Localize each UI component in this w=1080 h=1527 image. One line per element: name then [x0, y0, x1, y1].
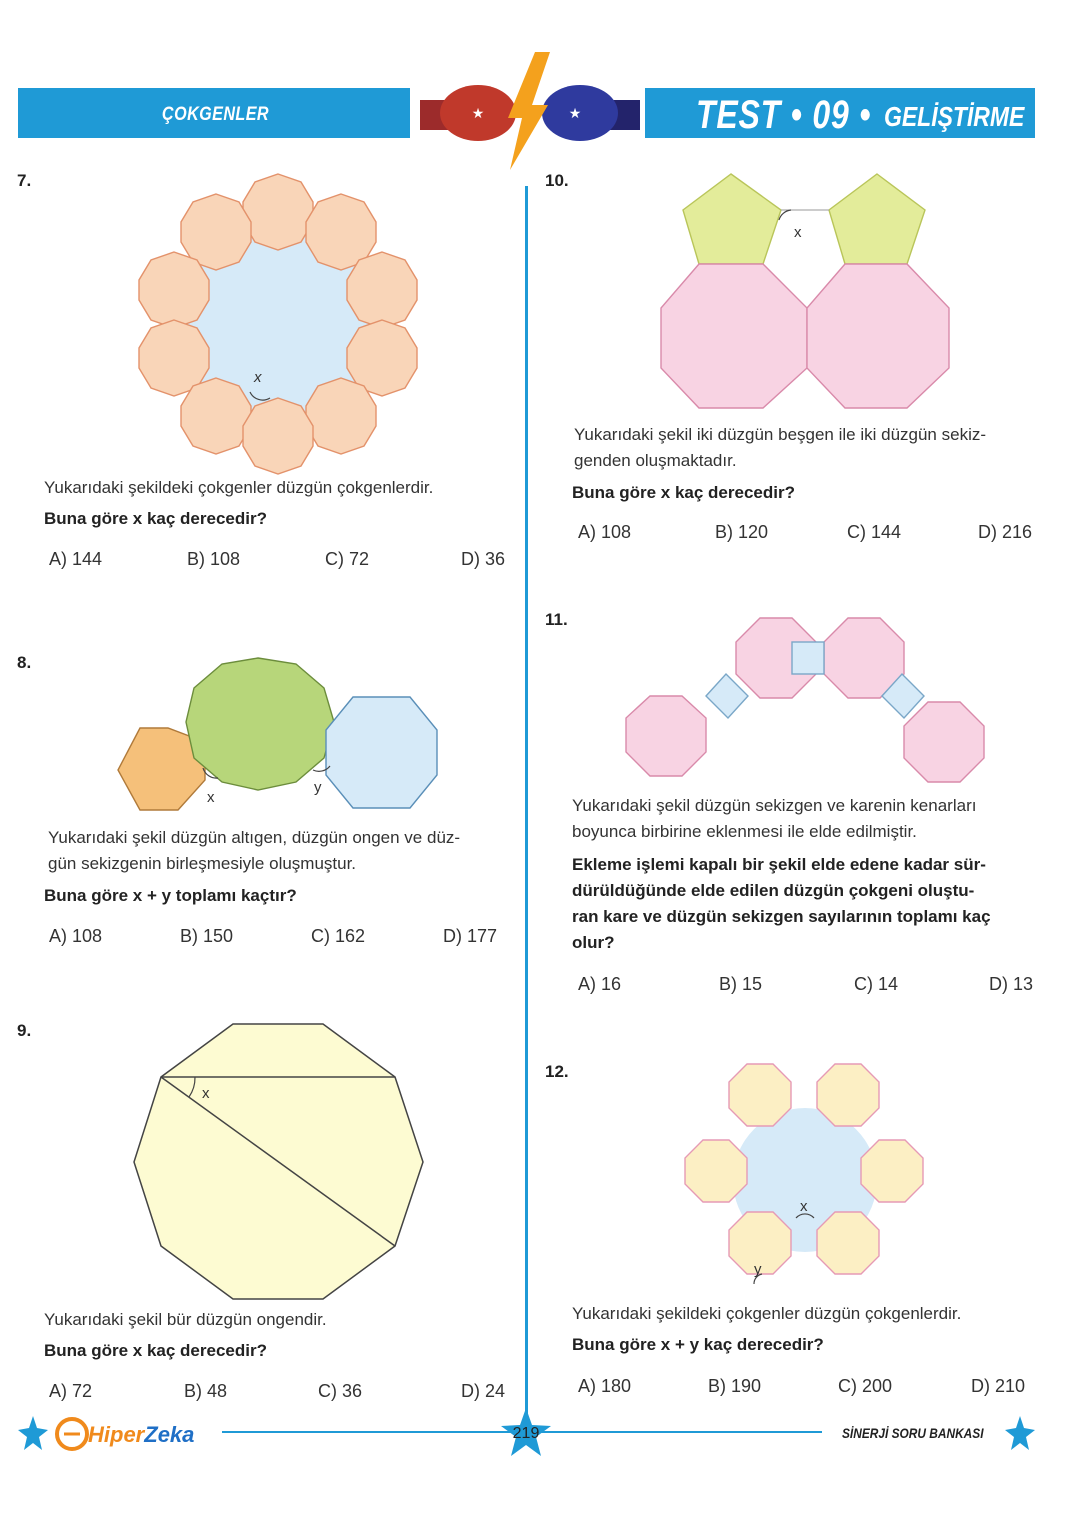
question-11-question-line-3: ran kare ve düzgün sekizgen sayılarının toplamı kaç: [572, 907, 991, 926]
question-12-option-c[interactable]: C) 200: [838, 1376, 893, 1396]
question-8-text-line-1: Yukarıdaki şekil düzgün altıgen, düzgün ongen ve düz-: [48, 828, 461, 847]
question-11-text-line-2: boyunca birbirine eklenmesi ile elde edilmiştir.: [572, 822, 917, 841]
question-11-option-a[interactable]: A) 16: [578, 974, 622, 994]
question-9-option-d[interactable]: D) 24: [461, 1381, 506, 1401]
question-7-option-a[interactable]: A) 144: [49, 549, 103, 569]
svg-text:★: ★: [568, 105, 582, 121]
question-11-option-b[interactable]: B) 15: [719, 974, 763, 994]
question-12-figure: [674, 1060, 936, 1298]
question-8-label-y: y: [314, 779, 322, 796]
question-12-option-b[interactable]: B) 190: [708, 1376, 762, 1396]
question-10-text-line-1: Yukarıdaki şekil iki düzgün beşgen ile iki düzgün sekiz-: [574, 425, 987, 444]
question-8-option-b[interactable]: B) 150: [180, 926, 234, 946]
question-7-option-b[interactable]: B) 108: [187, 549, 241, 569]
question-8-text-line-2: gün sekizgenin birleşmesiyle oluşmuştur.: [48, 854, 357, 873]
star-left-icon: [18, 1414, 48, 1456]
question-11-number: 11.: [545, 610, 568, 629]
question-11-text-line-1: Yukarıdaki şekil düzgün sekizgen ve karenin kenarları: [572, 796, 977, 815]
brand-part-1: Hiper: [88, 1422, 145, 1447]
question-10-figure: [655, 168, 955, 413]
question-8-figure: [110, 650, 450, 820]
question-9-number: 9.: [17, 1021, 32, 1040]
column-divider: [525, 186, 528, 1416]
question-12-label-x: x: [800, 1198, 808, 1215]
question-8-octagon: [326, 697, 437, 808]
boxing-gloves-icon: [400, 50, 660, 175]
question-11-question-line-2: dürüldüğünde elde edilen düzgün çokgeni oluştu-: [572, 881, 975, 900]
question-8-option-a[interactable]: A) 108: [49, 926, 103, 946]
question-10-pentagon-left: [683, 174, 781, 264]
question-7-number: 7.: [17, 171, 32, 190]
question-8-label-x: x: [207, 789, 215, 806]
question-12-question: Buna göre x + y kaç derecedir?: [572, 1335, 824, 1354]
question-8-question: Buna göre x + y toplamı kaçtır?: [44, 886, 297, 905]
series-title: SİNERJİ SORU BANKASI: [842, 1425, 984, 1441]
question-7-option-c[interactable]: C) 72: [325, 549, 370, 569]
question-12-label-y: y: [754, 1261, 762, 1278]
brand-name: [88, 1422, 194, 1448]
question-10-text-line-2: genden oluşmaktadır.: [574, 451, 737, 470]
topic-title: ÇOKGENLER: [162, 104, 270, 125]
question-10-number: 10.: [545, 171, 569, 190]
test-label: TEST • 09 •: [696, 93, 872, 137]
question-9-question: Buna göre x kaç derecedir?: [44, 1341, 267, 1360]
question-11-option-c[interactable]: C) 14: [854, 974, 899, 994]
question-12-option-d[interactable]: D) 210: [971, 1376, 1026, 1396]
question-10-pentagon-right: [829, 174, 925, 264]
question-9-option-b[interactable]: B) 48: [184, 1381, 228, 1401]
question-10-option-c[interactable]: C) 144: [847, 522, 902, 542]
brand-part-2: Zeka: [144, 1422, 195, 1447]
question-10-option-a[interactable]: A) 108: [578, 522, 632, 542]
question-9-text: Yukarıdaki şekil bür düzgün ongendir.: [44, 1310, 327, 1329]
svg-text:★: ★: [471, 105, 485, 121]
question-8-option-c[interactable]: C) 162: [311, 926, 366, 946]
question-8-option-d[interactable]: D) 177: [443, 926, 498, 946]
question-7-option-d[interactable]: D) 36: [461, 549, 506, 569]
question-7-question: Buna göre x kaç derecedir?: [44, 509, 267, 528]
question-9-option-a[interactable]: A) 72: [49, 1381, 93, 1401]
question-11-question-line-4: olur?: [572, 933, 615, 952]
brand-logo-icon: [54, 1412, 90, 1452]
test-type: GELİŞTİRME: [884, 101, 1025, 132]
question-12-number: 12.: [545, 1062, 569, 1081]
question-10-option-d[interactable]: D) 216: [978, 522, 1033, 542]
question-10-option-b[interactable]: B) 120: [715, 522, 769, 542]
question-9-label-x: x: [202, 1085, 210, 1102]
question-9-option-c[interactable]: C) 36: [318, 1381, 363, 1401]
question-9-figure: [130, 1020, 430, 1305]
question-10-label-x: x: [794, 224, 802, 241]
question-10-octagon-right: [807, 264, 949, 408]
question-7-label-x: x: [254, 369, 262, 386]
question-8-decagon: [186, 658, 334, 790]
page-number: 219: [512, 1425, 540, 1442]
question-10-question: Buna göre x kaç derecedir?: [572, 483, 795, 502]
question-10-octagon-left: [661, 264, 807, 408]
question-11-figure: [620, 612, 992, 787]
question-7-text: Yukarıdaki şekildeki çokgenler düzgün çokgenlerdir.: [44, 478, 434, 497]
question-7-figure: [120, 170, 440, 475]
question-11-question-line-1: Ekleme işlemi kapalı bir şekil elde edene kadar sür-: [572, 855, 986, 874]
question-12-text: Yukarıdaki şekildeki çokgenler düzgün çokgenlerdir.: [572, 1304, 962, 1323]
star-right-icon: [1004, 1414, 1036, 1456]
question-8-number: 8.: [17, 653, 32, 672]
question-11-option-d[interactable]: D) 13: [989, 974, 1034, 994]
question-12-option-a[interactable]: A) 180: [578, 1376, 632, 1396]
